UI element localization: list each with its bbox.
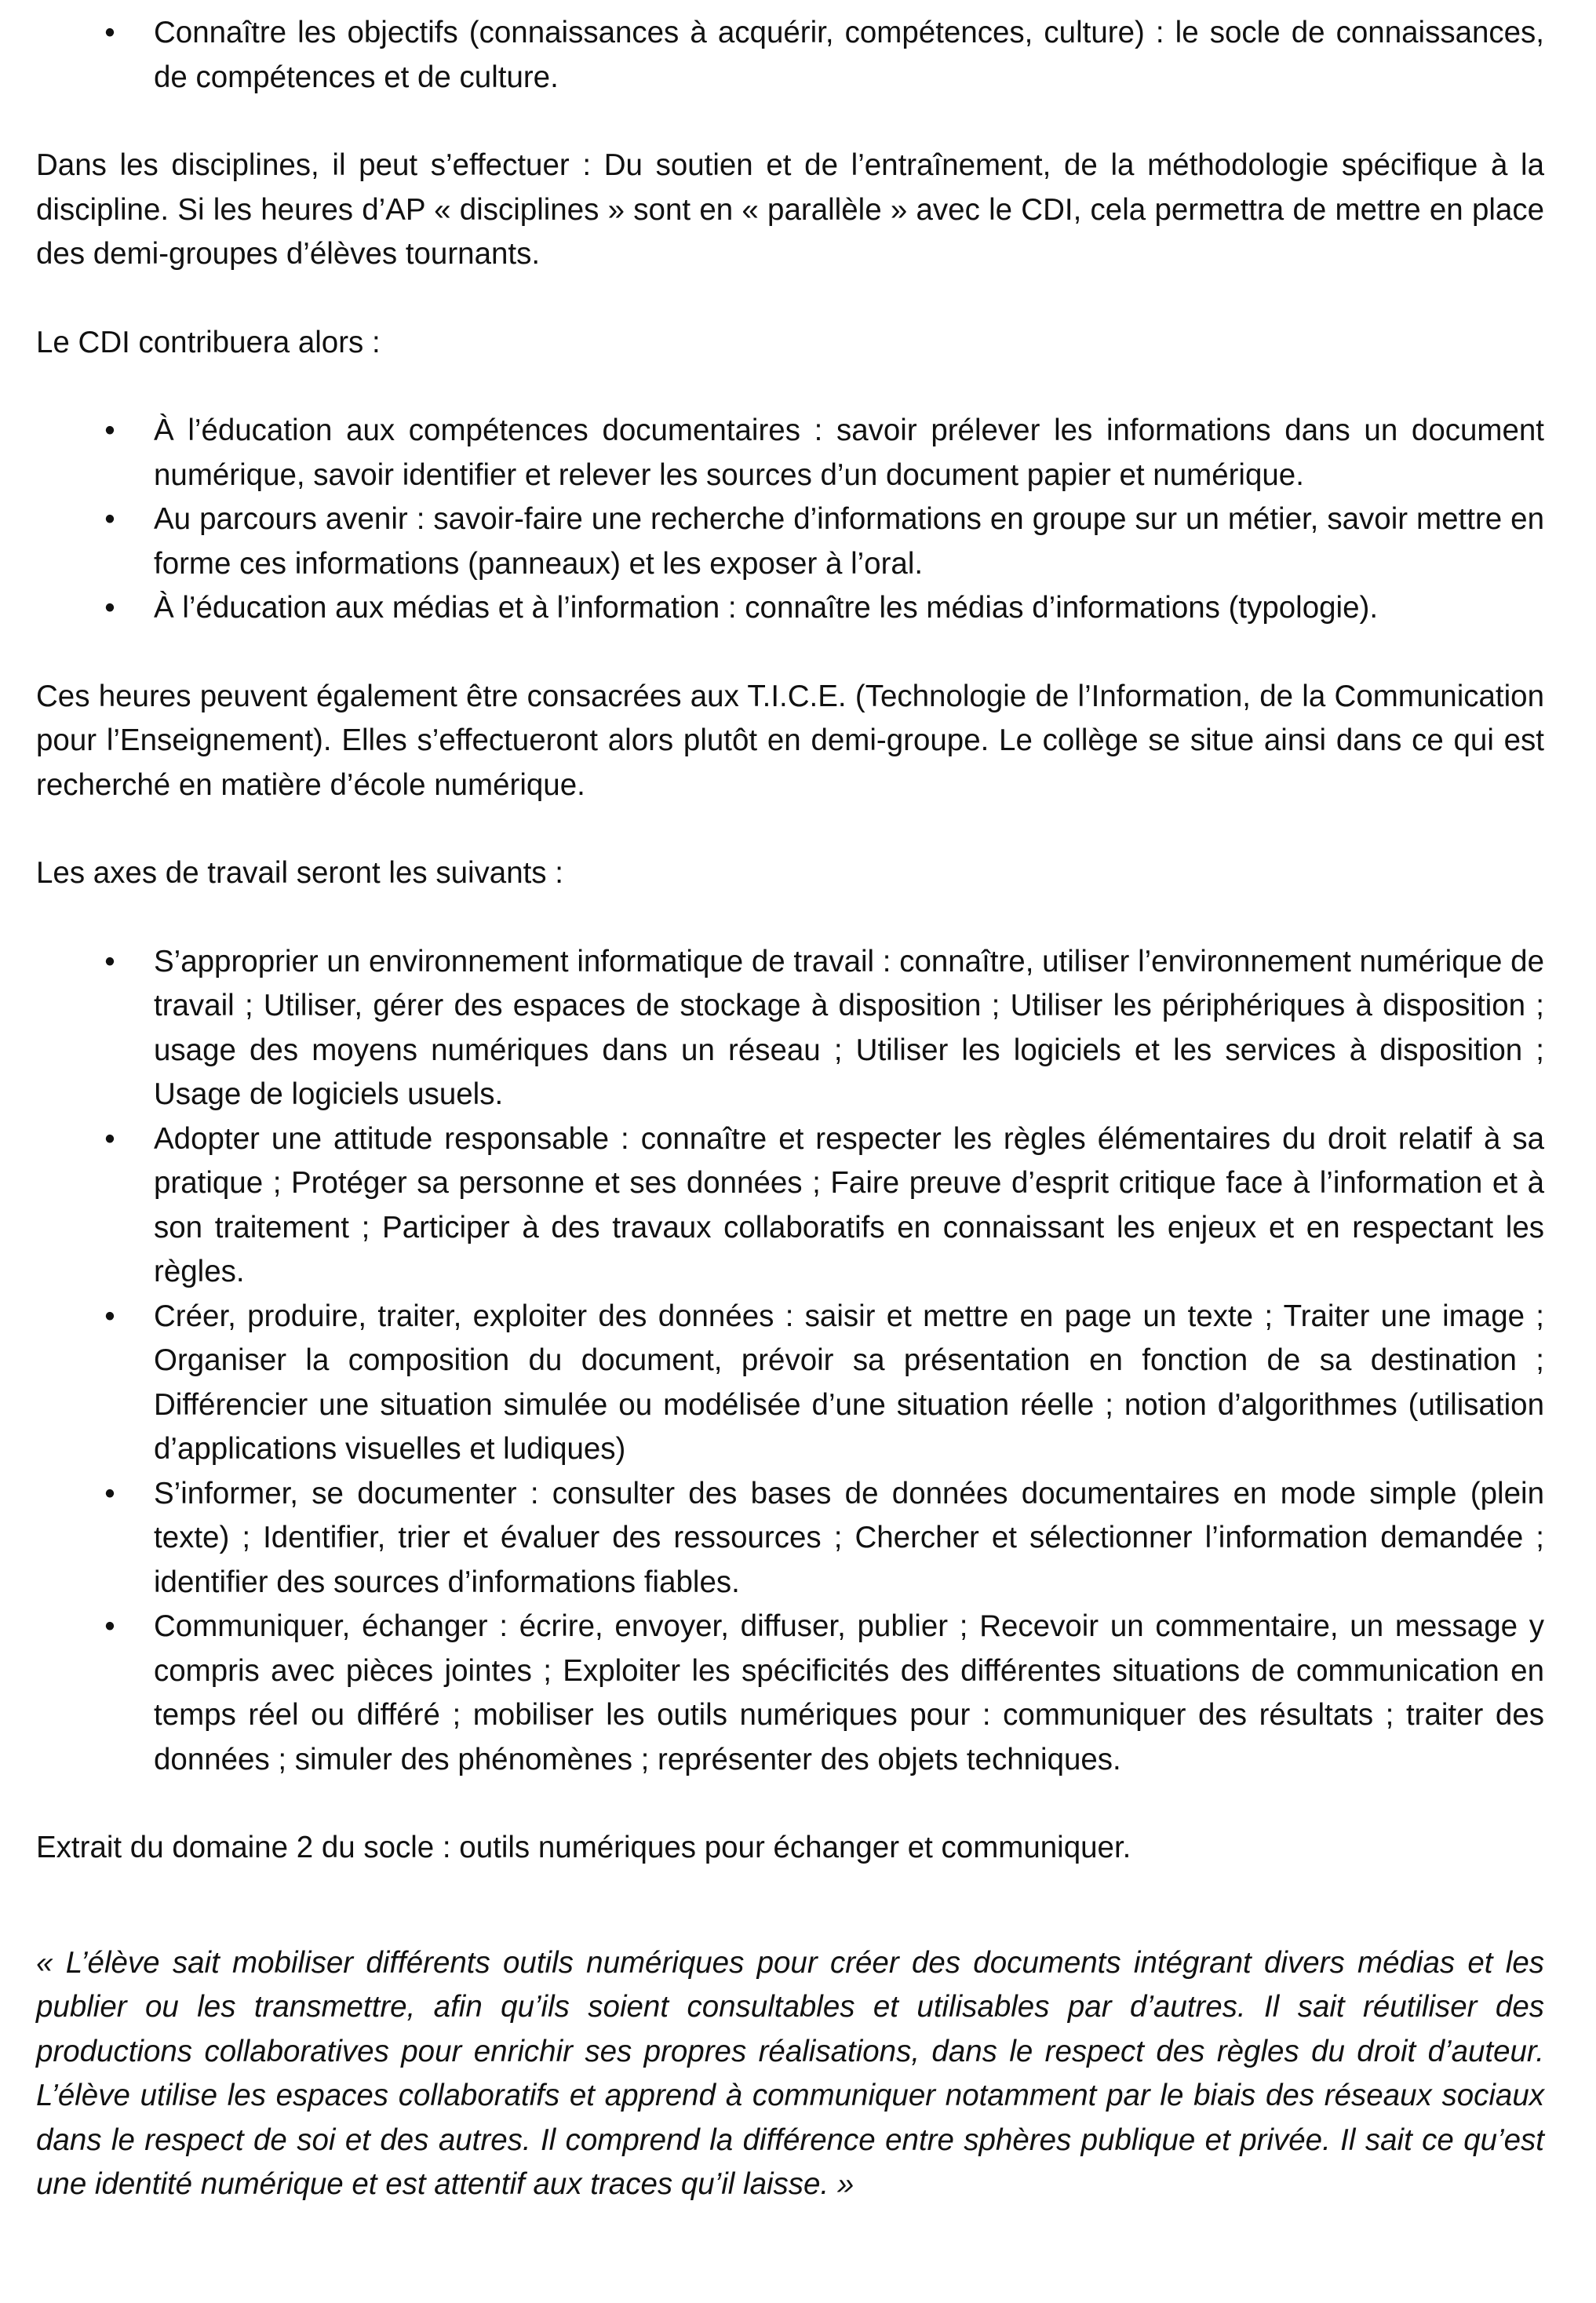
list-item-text: S’approprier un environnement informatique de travail : connaître, utiliser l’environnement numérique de travail ; Utiliser, gérer des espaces de stockage à disposition ; Utiliser les périphériques à disposition ; usage des moyens numériques dans un réseau ; Utiliser les logiciels et les services à disposition ; Usage de logiciels usuels. <box>154 944 1544 1111</box>
list-item <box>36 497 1544 586</box>
bullet-icon: • <box>104 16 115 49</box>
list-item-text: Connaître les objectifs (connaissances à acquérir, compétences, culture) : le socle de connaissances, de compétences et de culture. <box>154 16 1544 94</box>
list-item-text: Communiquer, échanger : écrire, envoyer, diffuser, publier ; Recevoir un commentaire, un message y compris avec pièces jointes ; Exploiter les spécificités des différentes situations de communication en temps réel ou différé ; mobiliser les outils numériques pour : communiquer des résultats ; traiter des données ; simuler des phénomènes ; représenter des objets techniques. <box>154 1609 1544 1776</box>
list-item-text: Créer, produire, traiter, exploiter des données : saisir et mettre en page un texte ; Traiter une image ; Organiser la composition du document, prévoir sa présentation en fonction de sa destination ; Différencier une situation simulée ou modélisée d’une situation réelle ; notion d’algorithmes (utilisation d’applications visuelles et ludiques) <box>154 1299 1544 1466</box>
list-item-text: Adopter une attitude responsable : connaître et respecter les règles élémentaires du droit relatif à sa pratique ; Protéger sa personne et ses données ; Faire preuve d’esprit critique face à l’information et à son traitement ; Participer à des travaux collaboratifs en connaissant les enjeux et en respectant les règles. <box>154 1121 1544 1288</box>
bullet-icon: • <box>104 591 115 625</box>
list-item <box>36 1117 1544 1295</box>
list-item <box>36 11 1544 100</box>
paragraph-cdi: Le CDI contribuera alors : <box>36 325 381 359</box>
bullet-icon: • <box>104 414 115 447</box>
list-item-text: À l’éducation aux médias et à l’information : connaître les médias d’informations (typologie). <box>154 591 1379 625</box>
list-item <box>36 1295 1544 1472</box>
list-item <box>36 1605 1544 1782</box>
bullet-icon: • <box>104 1299 115 1333</box>
bullet-icon: • <box>104 944 115 978</box>
axes-list <box>36 940 1544 1783</box>
paragraph-axes: Les axes de travail seront les suivants : <box>36 856 563 890</box>
bullet-icon: • <box>104 502 115 536</box>
list-item-text: À l’éducation aux compétences documentaires : savoir prélever les informations dans un document numérique, savoir identifier et relever les sources d’un document papier et numérique. <box>154 414 1544 492</box>
list-item <box>36 1472 1544 1605</box>
list-item <box>36 586 1544 631</box>
list-item-text: S’informer, se documenter : consulter des bases de données documentaires en mode simple (plein texte) ; Identifier, trier et évaluer des ressources ; Chercher et sélectionner l’information demandée ; identifier des sources d’informations fiables. <box>154 1476 1544 1599</box>
document-page <box>36 11 1544 2207</box>
list-item-text: Au parcours avenir : savoir-faire une recherche d’informations en groupe sur un métier, savoir mettre en forme ces informations (panneaux) et les exposer à l’oral. <box>154 502 1544 581</box>
intro-list <box>36 11 1544 100</box>
paragraph-tice: Ces heures peuvent également être consacrées aux T.I.C.E. (Technologie de l’Information, de la Communication pour l’Enseignement). Elles s’effectueront alors plutôt en demi-groupe. Le collège se situe ainsi dans ce qui est recherché en matière d’école numérique. <box>36 679 1544 802</box>
bullet-icon: • <box>104 1476 115 1510</box>
paragraph-disciplines: Dans les disciplines, il peut s’effectuer : Du soutien et de l’entraînement, de la méthodologie spécifique à la discipline. Si les heures d’AP « disciplines » sont en « parallèle » avec le CDI, cela permettra de mettre en place des demi-groupes d’élèves tournants. <box>36 148 1544 271</box>
bullet-icon: • <box>104 1609 115 1643</box>
socle-quote: « L’élève sait mobiliser différents outils numériques pour créer des documents intégrant divers médias et les publier ou les transmettre, afin qu’ils soient consultables et utilisables par d’autres. Il sait réutiliser des productions collaboratives pour enrichir ses propres réalisations, dans le respect des règles du droit d’auteur. L’élève utilise les espaces collaboratifs et apprend à communiquer notamment par le biais des réseaux sociaux dans le respect de soi et des autres. Il comprend la différence entre sphères publique et privée. Il sait ce qu’est une identité numérique et est attentif aux traces qu’il laisse. » <box>36 1945 1544 2201</box>
bullet-icon: • <box>104 1121 115 1156</box>
cdi-list <box>36 409 1544 631</box>
paragraph-extrait: Extrait du domaine 2 du socle : outils numériques pour échanger et communiquer. <box>36 1831 1131 1864</box>
list-item <box>36 940 1544 1117</box>
list-item <box>36 409 1544 497</box>
